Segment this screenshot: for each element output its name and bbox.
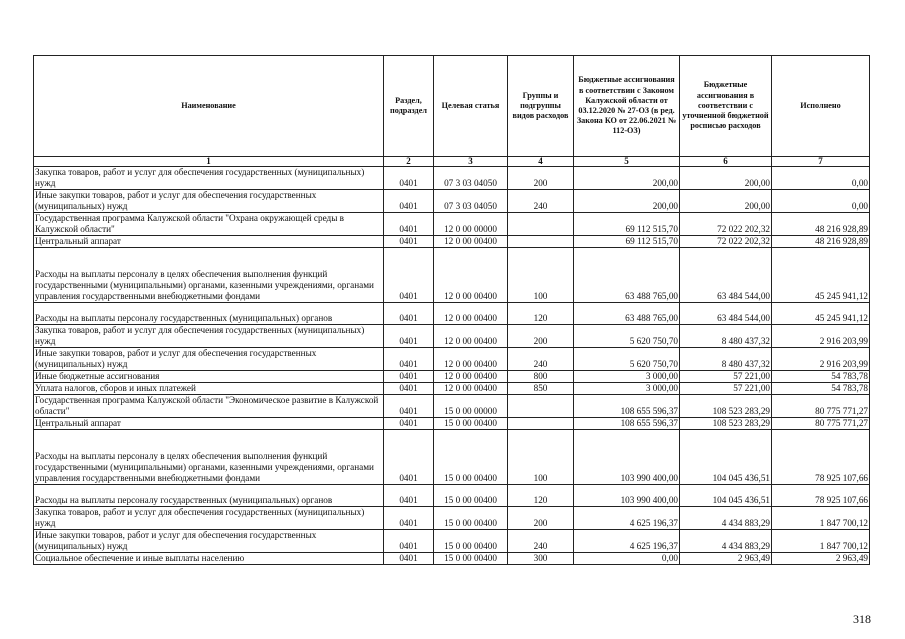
column-number: 1 (34, 157, 384, 167)
row-executed: 80 775 771,27 (772, 418, 870, 430)
row-refined: 104 045 436,51 (680, 430, 772, 485)
row-group (508, 418, 574, 430)
row-name: Закупка товаров, работ и услуг для обеспечения государственных (муниципальных) нужд (34, 167, 384, 190)
row-executed: 2 963,49 (772, 553, 870, 565)
table-row (34, 395, 870, 418)
table-row (34, 190, 870, 213)
row-refined: 72 022 202,32 (680, 236, 772, 248)
row-assigned: 200,00 (574, 190, 680, 213)
row-name: Иные закупки товаров, работ и услуг для обеспечения государственных (муниципальных) нужд (34, 190, 384, 213)
row-section: 0401 (384, 248, 434, 303)
row-assigned: 108 655 596,37 (574, 418, 680, 430)
column-number: 2 (384, 157, 434, 167)
row-target: 15 0 00 00400 (434, 418, 508, 430)
row-name: Расходы на выплаты персоналу государственных (муниципальных) органов (34, 303, 384, 325)
row-section: 0401 (384, 213, 434, 236)
row-group: 240 (508, 348, 574, 371)
row-section: 0401 (384, 236, 434, 248)
table-row (34, 383, 870, 395)
table-row (34, 485, 870, 507)
table-row (34, 418, 870, 430)
row-refined: 2 963,49 (680, 553, 772, 565)
column-number: 3 (434, 157, 508, 167)
table-row (34, 553, 870, 565)
table-row (34, 167, 870, 190)
row-section: 0401 (384, 485, 434, 507)
column-number: 5 (574, 157, 680, 167)
row-refined: 8 480 437,32 (680, 348, 772, 371)
row-executed: 45 245 941,12 (772, 248, 870, 303)
row-section: 0401 (384, 530, 434, 553)
row-target: 12 0 00 00400 (434, 325, 508, 348)
header-name: Наименование (34, 56, 384, 157)
row-refined: 4 434 883,29 (680, 530, 772, 553)
row-target: 15 0 00 00400 (434, 530, 508, 553)
row-section: 0401 (384, 507, 434, 530)
row-name: Государственная программа Калужской области "Экономическое развитие в Калужской области" (34, 395, 384, 418)
header-target: Целевая статья (434, 56, 508, 157)
column-number-row (34, 157, 870, 167)
row-section: 0401 (384, 371, 434, 383)
header-refined: Бюджетные ассигнования в соответствии с уточненной бюджетной росписью расходов (680, 56, 772, 157)
row-section: 0401 (384, 303, 434, 325)
row-section: 0401 (384, 430, 434, 485)
row-target: 12 0 00 00400 (434, 303, 508, 325)
table-row (34, 236, 870, 248)
row-assigned: 3 000,00 (574, 371, 680, 383)
row-target: 07 3 03 04050 (434, 167, 508, 190)
row-refined: 57 221,00 (680, 383, 772, 395)
row-executed: 78 925 107,66 (772, 430, 870, 485)
row-target: 12 0 00 00400 (434, 371, 508, 383)
row-assigned: 3 000,00 (574, 383, 680, 395)
row-executed: 1 847 700,12 (772, 530, 870, 553)
row-assigned: 4 625 196,37 (574, 530, 680, 553)
row-group: 200 (508, 325, 574, 348)
row-group (508, 236, 574, 248)
header-executed: Исполнено (772, 56, 870, 157)
row-executed: 1 847 700,12 (772, 507, 870, 530)
header-assigned: Бюджетные ассигнования в соответствии с Законом Калужской области от 03.12.2020 № 27-ОЗ (в ред. Закона КО от 22.06.2021 № 112-ОЗ) (574, 56, 680, 157)
table-row (34, 248, 870, 303)
row-name: Закупка товаров, работ и услуг для обеспечения государственных (муниципальных) нужд (34, 507, 384, 530)
row-group: 100 (508, 248, 574, 303)
row-group: 200 (508, 167, 574, 190)
row-refined: 108 523 283,29 (680, 395, 772, 418)
budget-table-sheet (33, 55, 869, 565)
row-section: 0401 (384, 325, 434, 348)
row-assigned: 103 990 400,00 (574, 430, 680, 485)
row-refined: 63 484 544,00 (680, 303, 772, 325)
column-number: 6 (680, 157, 772, 167)
row-target: 15 0 00 00400 (434, 553, 508, 565)
row-assigned: 108 655 596,37 (574, 395, 680, 418)
row-name: Иные закупки товаров, работ и услуг для обеспечения государственных (муниципальных) нужд (34, 348, 384, 371)
row-assigned: 0,00 (574, 553, 680, 565)
table-row (34, 303, 870, 325)
row-name: Уплата налогов, сборов и иных платежей (34, 383, 384, 395)
row-assigned: 63 488 765,00 (574, 303, 680, 325)
row-name: Расходы на выплаты персоналу в целях обеспечения выполнения функций государственными (муниципальными) органами, казенными учреждениями, органами управления государственными внебюджетными фондами (34, 248, 384, 303)
row-group: 240 (508, 190, 574, 213)
row-target: 12 0 00 00400 (434, 236, 508, 248)
page-number: 318 (853, 612, 871, 626)
row-assigned: 69 112 515,70 (574, 213, 680, 236)
row-name: Расходы на выплаты персоналу государственных (муниципальных) органов (34, 485, 384, 507)
row-assigned: 4 625 196,37 (574, 507, 680, 530)
row-section: 0401 (384, 383, 434, 395)
row-name: Иные закупки товаров, работ и услуг для обеспечения государственных (муниципальных) нужд (34, 530, 384, 553)
row-name: Расходы на выплаты персоналу в целях обеспечения выполнения функций государственными (муниципальными) органами, казенными учреждениями, органами управления государственными внебюджетными фондами (34, 430, 384, 485)
row-name: Закупка товаров, работ и услуг для обеспечения государственных (муниципальных) нужд (34, 325, 384, 348)
row-group (508, 395, 574, 418)
row-executed: 80 775 771,27 (772, 395, 870, 418)
row-group: 120 (508, 303, 574, 325)
row-executed: 2 916 203,99 (772, 348, 870, 371)
row-assigned: 5 620 750,70 (574, 325, 680, 348)
table-row (34, 530, 870, 553)
header-group: Группы и подгруппы видов расходов (508, 56, 574, 157)
table-row (34, 371, 870, 383)
row-refined: 63 484 544,00 (680, 248, 772, 303)
table-body (34, 167, 870, 565)
column-number: 7 (772, 157, 870, 167)
row-assigned: 63 488 765,00 (574, 248, 680, 303)
row-group (508, 213, 574, 236)
row-target: 07 3 03 04050 (434, 190, 508, 213)
row-refined: 57 221,00 (680, 371, 772, 383)
row-group: 800 (508, 371, 574, 383)
row-executed: 45 245 941,12 (772, 303, 870, 325)
row-name: Социальное обеспечение и иные выплаты населению (34, 553, 384, 565)
row-section: 0401 (384, 348, 434, 371)
budget-table (33, 55, 870, 565)
row-executed: 54 783,78 (772, 383, 870, 395)
row-target: 12 0 00 00400 (434, 248, 508, 303)
row-name: Центральный аппарат (34, 418, 384, 430)
row-name: Центральный аппарат (34, 236, 384, 248)
row-group: 100 (508, 430, 574, 485)
row-assigned: 200,00 (574, 167, 680, 190)
row-assigned: 5 620 750,70 (574, 348, 680, 371)
row-assigned: 69 112 515,70 (574, 236, 680, 248)
row-refined: 8 480 437,32 (680, 325, 772, 348)
row-executed: 78 925 107,66 (772, 485, 870, 507)
row-group: 300 (508, 553, 574, 565)
table-row (34, 507, 870, 530)
row-refined: 4 434 883,29 (680, 507, 772, 530)
row-executed: 48 216 928,89 (772, 213, 870, 236)
row-target: 15 0 00 00400 (434, 485, 508, 507)
row-target: 12 0 00 00000 (434, 213, 508, 236)
header-row (34, 56, 870, 157)
row-target: 15 0 00 00400 (434, 507, 508, 530)
column-number: 4 (508, 157, 574, 167)
row-target: 15 0 00 00400 (434, 430, 508, 485)
row-group: 200 (508, 507, 574, 530)
row-target: 12 0 00 00400 (434, 348, 508, 371)
row-refined: 72 022 202,32 (680, 213, 772, 236)
row-name: Иные бюджетные ассигнования (34, 371, 384, 383)
row-executed: 2 916 203,99 (772, 325, 870, 348)
row-section: 0401 (384, 395, 434, 418)
row-name: Государственная программа Калужской области "Охрана окружающей среды в Калужской области" (34, 213, 384, 236)
table-row (34, 213, 870, 236)
table-row (34, 430, 870, 485)
table-row (34, 325, 870, 348)
row-section: 0401 (384, 167, 434, 190)
row-group: 850 (508, 383, 574, 395)
row-executed: 54 783,78 (772, 371, 870, 383)
row-target: 12 0 00 00400 (434, 383, 508, 395)
row-section: 0401 (384, 190, 434, 213)
row-refined: 200,00 (680, 190, 772, 213)
row-executed: 0,00 (772, 190, 870, 213)
row-executed: 0,00 (772, 167, 870, 190)
row-group: 240 (508, 530, 574, 553)
row-assigned: 103 990 400,00 (574, 485, 680, 507)
row-executed: 48 216 928,89 (772, 236, 870, 248)
table-row (34, 348, 870, 371)
row-group: 120 (508, 485, 574, 507)
row-refined: 104 045 436,51 (680, 485, 772, 507)
row-section: 0401 (384, 553, 434, 565)
row-refined: 200,00 (680, 167, 772, 190)
row-section: 0401 (384, 418, 434, 430)
row-refined: 108 523 283,29 (680, 418, 772, 430)
row-target: 15 0 00 00000 (434, 395, 508, 418)
header-section: Раздел, подраздел (384, 56, 434, 157)
